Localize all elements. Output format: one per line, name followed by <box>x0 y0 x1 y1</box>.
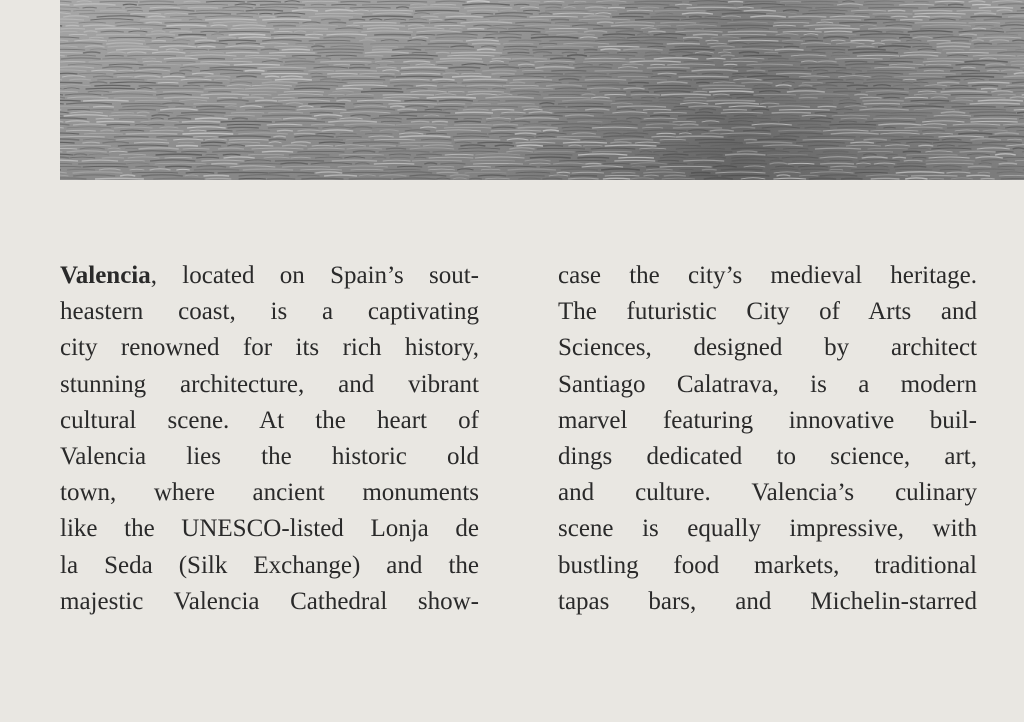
article-column-left <box>60 258 479 620</box>
article-line-15: marvel featuring innovative buil- <box>558 406 977 434</box>
water-surface-image <box>60 0 1024 180</box>
article-column-right <box>558 258 977 620</box>
water-surface-photo <box>60 0 1024 180</box>
article-line-2: heastern coast, is a captivating <box>60 298 479 326</box>
article-line-11: case the city’s medieval heritage. <box>558 262 977 289</box>
article-line-13: Sciences, designed by architect <box>558 334 977 362</box>
article-line-12: The futuristic City of Arts and <box>558 298 977 326</box>
article-line-5: cultural scene. At the heart of <box>60 406 479 434</box>
article-line-20: tapas bars, and Michelin-starred <box>558 587 977 615</box>
lead-word: Valencia <box>60 262 151 289</box>
article-line-19: bustling food markets, traditional <box>558 551 977 579</box>
article-line-4: stunning architecture, and vibrant <box>60 370 479 398</box>
article-line-10: majestic Valencia Cathedral show- <box>60 587 479 615</box>
article-line-3: city renowned for its rich history, <box>60 334 479 362</box>
article-line-16: dings dedicated to science, art, <box>558 442 977 470</box>
article-line-1: Valencia, located on Spain’s sout- <box>60 262 479 289</box>
article-line-8: like the UNESCO-listed Lonja de <box>60 515 479 543</box>
article-line-6: Valencia lies the historic old <box>60 442 479 470</box>
article-line-9: la Seda (Silk Exchange) and the <box>60 551 479 579</box>
article-line-14: Santiago Calatrava, is a modern <box>558 370 977 398</box>
article-line-7: town, where ancient monuments <box>60 479 479 507</box>
article-line-17: and culture. Valencia’s culinary <box>558 479 977 507</box>
article-line-18: scene is equally impressive, with <box>558 515 977 543</box>
